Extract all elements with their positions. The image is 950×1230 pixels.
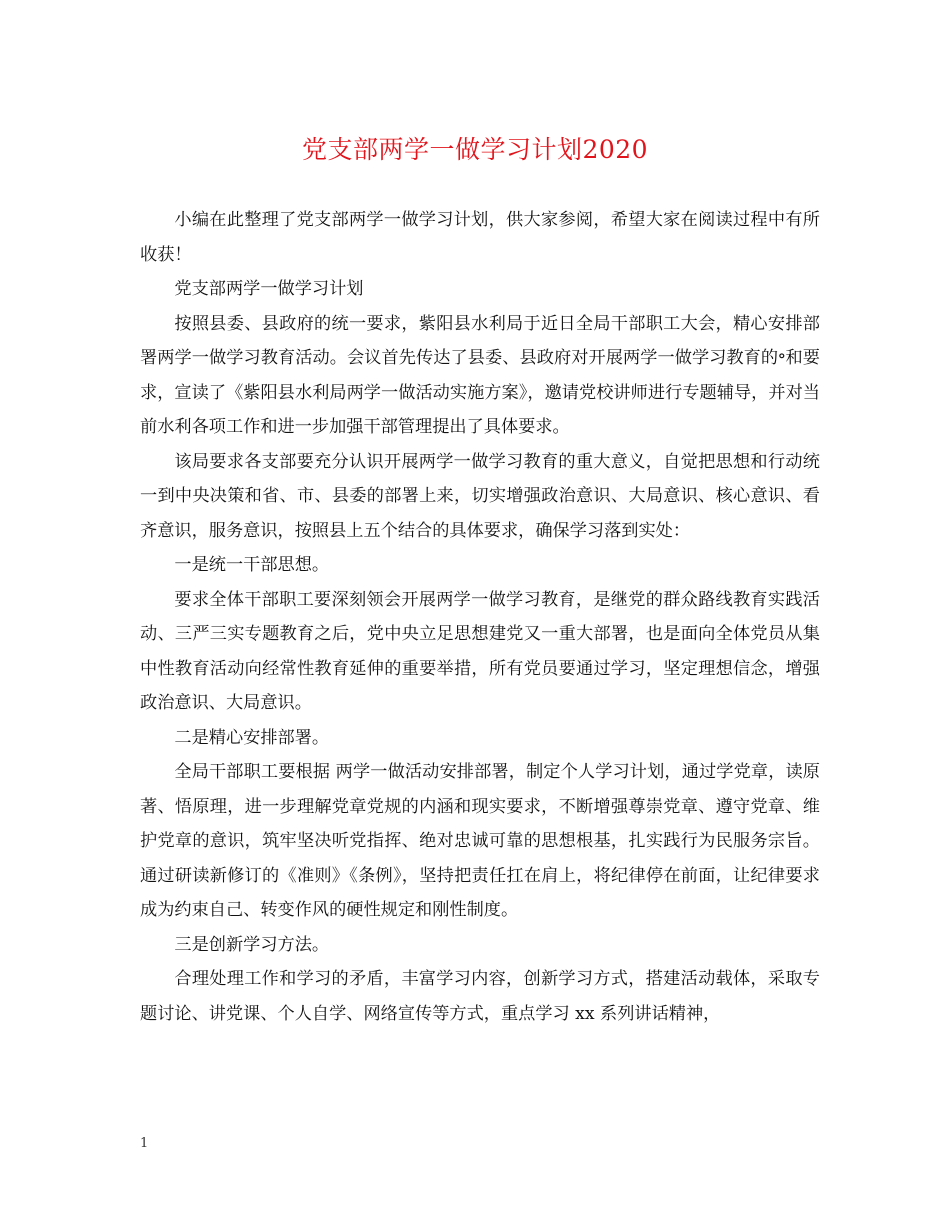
document-title: 党支部两学一做学习计划2020 — [301, 135, 649, 164]
paragraph-point-three: 合理处理工作和学习的矛盾，丰富学习内容，创新学习方式，搭建活动载体，采取专题讨论、讲党课、个人自学、网络宣传等方式，重点学习 xx 系列讲话精神， — [140, 969, 820, 1024]
paragraph-point-two: 全局干部职工要根据 两学一做活动安排部署，制定个人学习计划，通过学党章，读原著、悟原理，进一步理解党章党规的内涵和现实要求，不断增强尊崇党章、遵守党章、维护党章的意识，筑牢坚决听党指挥、绝对忠诚可靠的思想根基，扎实践行为民服务宗旨。通过研读新修订的《准则》《条例》，坚持把责任扛在肩上，将纪律停在前面，让纪律要求成为约束自己、转变作风的硬性规定和刚性制度。 — [140, 762, 820, 920]
heading-point-one: 一是统一干部思想。 — [174, 555, 330, 575]
paragraph-meeting: 按照县委、县政府的统一要求，紫阳县水利局于近日全局干部职工大会，精心安排部署两学一做学习教育活动。会议首先传达了县委、县政府对开展两学一做学习教育的॰和要求，宣读了《紫阳县水利局两学一做活动实施方案》，邀请党校讲师进行专题辅导，并对当前水利各项工作和进一步加强干部管理提出了具体要求。 — [140, 313, 820, 437]
paragraph-intro: 小编在此整理了党支部两学一做学习计划，供大家参阅，希望大家在阅读过程中有所收获！ — [140, 210, 820, 265]
heading-point-three: 三是创新学习方法。 — [174, 934, 330, 955]
document-body — [140, 203, 820, 1031]
paragraph-requirements: 该局要求各支部要充分认识开展两学一做学习教育的重大意义，自觉把思想和行动统一到中央决策和省、市、县委的部署上来，切实增强政治意识、大局意识、核心意识、看齐意识，服务意识，按照县上五个结合的具体要求，确保学习落到实处： — [140, 451, 820, 541]
page-number: 1 — [140, 1136, 149, 1151]
paragraph-point-one: 要求全体干部职工要深刻领会开展两学一做学习教育，是继党的群众路线教育实践活动、三严三实专题教育之后，党中央立足思想建党又一重大部署，也是面向全体党员从集中性教育活动向经常性教育延伸的重要举措，所有党员要通过学习，坚定理想信念，增强政治意识、大局意识。 — [140, 589, 820, 713]
heading-point-two: 二是精心安排部署。 — [174, 727, 330, 748]
paragraph-subtitle: 党支部两学一做学习计划 — [174, 279, 364, 299]
